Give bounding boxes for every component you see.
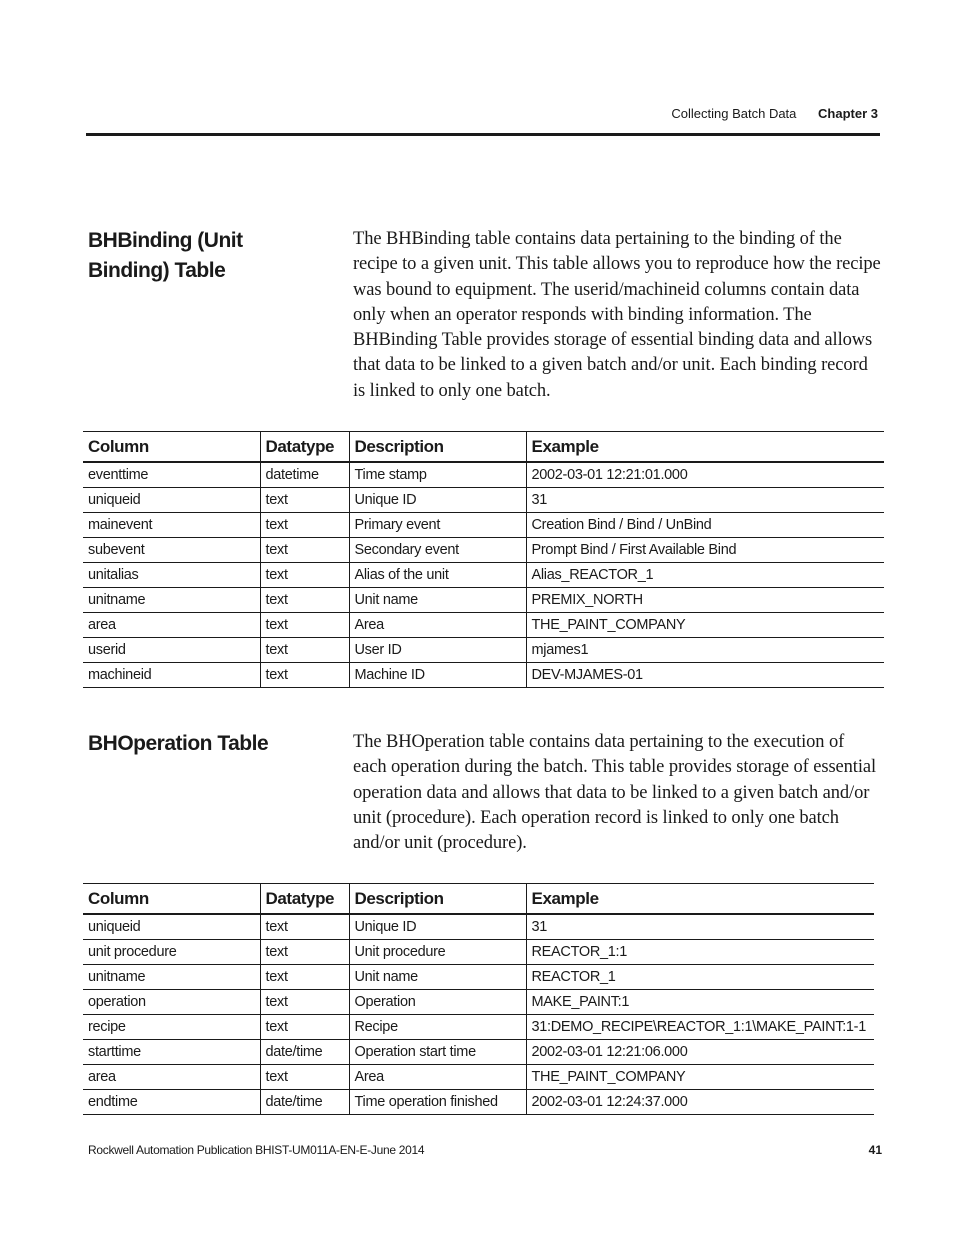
table-cell: text (260, 914, 349, 940)
table-cell: Unique ID (349, 488, 526, 513)
table-cell: text (260, 563, 349, 588)
table-cell: text (260, 990, 349, 1015)
table-cell: uniqueid (83, 488, 260, 513)
table-cell: userid (83, 638, 260, 663)
table-cell: uniqueid (83, 914, 260, 940)
bhoperation-heading: BHOperation Table (88, 732, 269, 755)
table-cell: mjames1 (526, 638, 884, 663)
table-cell: User ID (349, 638, 526, 663)
table-row (83, 588, 884, 613)
table-cell: text (260, 613, 349, 638)
table-cell: text (260, 1065, 349, 1090)
table-header-row (83, 884, 874, 915)
table-cell: Time operation finished (349, 1090, 526, 1115)
table-cell: Unit name (349, 588, 526, 613)
table-cell: Area (349, 1065, 526, 1090)
table-cell: unitalias (83, 563, 260, 588)
header-chapter: Chapter 3 (818, 106, 878, 121)
column-header: Column (83, 884, 260, 915)
table-cell: eventtime (83, 462, 260, 488)
table-cell: Time stamp (349, 462, 526, 488)
table-cell: text (260, 588, 349, 613)
table-cell: REACTOR_1 (526, 965, 874, 990)
bhoperation-table (83, 883, 874, 1115)
table-cell: area (83, 1065, 260, 1090)
table-cell: text (260, 638, 349, 663)
table-cell: 31:DEMO_RECIPE\REACTOR_1:1\MAKE_PAINT:1-1 (526, 1015, 874, 1040)
table-row (83, 940, 874, 965)
table-row (83, 1090, 874, 1115)
table-cell: text (260, 488, 349, 513)
table-cell: THE_PAINT_COMPANY (526, 1065, 874, 1090)
header-rule (86, 133, 880, 136)
table-row (83, 1015, 874, 1040)
table-row (83, 488, 884, 513)
column-header: Description (349, 884, 526, 915)
table-row (83, 638, 884, 663)
table-header-row (83, 432, 884, 463)
column-header: Example (526, 884, 874, 915)
running-header (671, 106, 878, 121)
table-cell: operation (83, 990, 260, 1015)
table-cell: 31 (526, 488, 884, 513)
table-cell: text (260, 513, 349, 538)
table-cell: text (260, 965, 349, 990)
bhbinding-table (83, 431, 884, 688)
table-cell: 31 (526, 914, 874, 940)
table-cell: Secondary event (349, 538, 526, 563)
table-cell: date/time (260, 1040, 349, 1065)
table-cell: machineid (83, 663, 260, 688)
column-header: Column (83, 432, 260, 463)
table-row (83, 965, 874, 990)
column-header: Example (526, 432, 884, 463)
table-row (83, 462, 884, 488)
table-row (83, 663, 884, 688)
table-cell: Alias_REACTOR_1 (526, 563, 884, 588)
table-cell: Recipe (349, 1015, 526, 1040)
table-cell: unitname (83, 965, 260, 990)
table-cell: text (260, 1015, 349, 1040)
table-cell: unitname (83, 588, 260, 613)
table-row (83, 990, 874, 1015)
table-cell: Operation (349, 990, 526, 1015)
table-cell: mainevent (83, 513, 260, 538)
table-row (83, 538, 884, 563)
bhoperation-description: The BHOperation table contains data pertaining to the execution of each operation during the batch. This table provides storage of essential operation data and allows that data to be linked to a given batch and/or unit (procedure). Each operation record is linked to only one batch and/or unit (procedure). (353, 732, 877, 854)
table-cell: Operation start time (349, 1040, 526, 1065)
table-cell: Primary event (349, 513, 526, 538)
header-section-name: Collecting Batch Data (671, 106, 797, 121)
table-cell: subevent (83, 538, 260, 563)
table-cell: PREMIX_NORTH (526, 588, 884, 613)
table-cell: THE_PAINT_COMPANY (526, 613, 884, 638)
table-cell: Creation Bind / Bind / UnBind (526, 513, 884, 538)
table-cell: endtime (83, 1090, 260, 1115)
table-cell: text (260, 538, 349, 563)
table-cell: starttime (83, 1040, 260, 1065)
table-row (83, 1040, 874, 1065)
table-cell: 2002-03-01 12:21:01.000 (526, 462, 884, 488)
table-row (83, 914, 874, 940)
column-header: Datatype (260, 432, 349, 463)
table-cell: Unit procedure (349, 940, 526, 965)
column-header: Description (349, 432, 526, 463)
table-cell: text (260, 940, 349, 965)
table-cell: Prompt Bind / First Available Bind (526, 538, 884, 563)
table-cell: date/time (260, 1090, 349, 1115)
table-cell: Alias of the unit (349, 563, 526, 588)
table-cell: recipe (83, 1015, 260, 1040)
table-cell: Unique ID (349, 914, 526, 940)
table-cell: MAKE_PAINT:1 (526, 990, 874, 1015)
table-cell: REACTOR_1:1 (526, 940, 874, 965)
table-cell: unit procedure (83, 940, 260, 965)
table-row (83, 513, 884, 538)
table-cell: Machine ID (349, 663, 526, 688)
table-row (83, 563, 884, 588)
table-cell: 2002-03-01 12:24:37.000 (526, 1090, 874, 1115)
table-cell: datetime (260, 462, 349, 488)
table-cell: DEV-MJAMES-01 (526, 663, 884, 688)
bhbinding-description: The BHBinding table contains data pertaining to the binding of the recipe to a given unit. This table allows you to reproduce how the recipe was bound to equipment. The userid/machineid columns contain data only when an operator responds with binding information. The BHBinding Table provides storage of essential binding data and allows that data to be linked to a given batch and/or unit. Each binding record is linked to only one batch. (353, 229, 881, 401)
table-cell: area (83, 613, 260, 638)
table-cell: text (260, 663, 349, 688)
table-row (83, 613, 884, 638)
table-row (83, 1065, 874, 1090)
footer-publication: Rockwell Automation Publication BHIST-UM011A-EN-E-June 2014 (88, 1143, 425, 1157)
bhbinding-heading: BHBinding (Unit Binding) Table (88, 229, 243, 282)
page-number: 41 (868, 1143, 882, 1157)
table-cell: Area (349, 613, 526, 638)
column-header: Datatype (260, 884, 349, 915)
table-cell: Unit name (349, 965, 526, 990)
table-cell: 2002-03-01 12:21:06.000 (526, 1040, 874, 1065)
